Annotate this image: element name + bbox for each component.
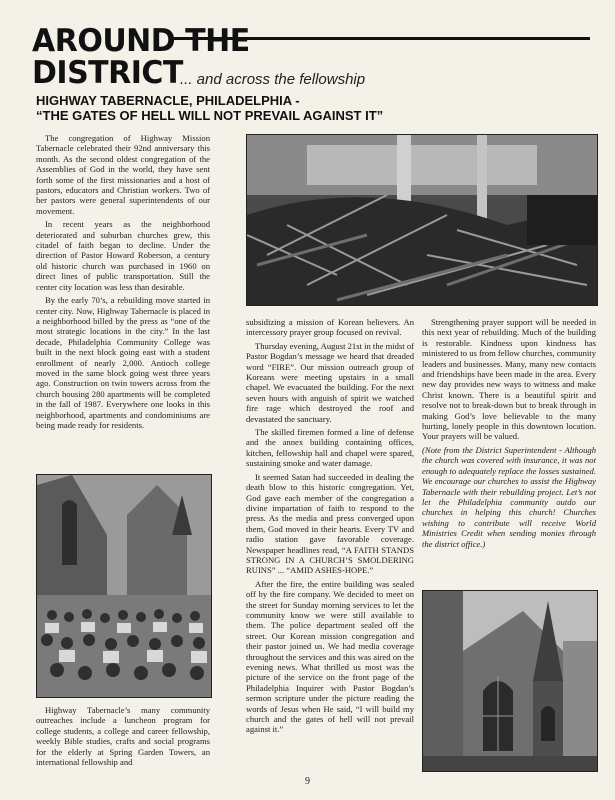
col2-paragraph-2: Thursday evening, August 21st in the midst of Pastor Bogdan’s message we heard that dreaded word “FIRE”. Our mission outreach group of Koreans were meeting upstairs in a small chapel. We evacuated the building. For the next seven hours with anguish of spirit we watched fire rage which destroyed the roof and devastated the sanctuary. [246, 340, 414, 424]
article-column-2 [246, 317, 414, 738]
col1-paragraph-3: By the early 70’s, a rebuilding move started in center city. Now, Highway Tabernacle is placed in a neighborhood billed by the press as “one of the most strategic locations in the city.” In the last decade, Philadelphia Community College was built in the next block going east with a student enrollment of nearly 2,000. Antioch college moved in the same block going west three years ago. Construction on twin towers across from the church housing 280 apartments will be completed in the fall of 1987. Everywhere one looks in this neighborhood, apartments and condominiums are being made ready for residents. [36, 295, 210, 430]
col1-paragraph-2: In recent years as the neighborhood deteriorated and suburban churches grew, this citadel of faith began to decline. Under the direction of Pastor Howard Roberson, a century old historic church was purchased in 1960 on direct lines of public transportation. Still the center city location was less than desirable. [36, 219, 210, 292]
col2-paragraph-3: The skilled firemen formed a line of defense and the annex building containing offices, kitchen, fellowship hall and chapel were spared, sustaining smoke and water damage. [246, 427, 414, 469]
article-column-1 [36, 133, 210, 433]
col2-paragraph-5: After the fire, the entire building was sealed off by the fire company. We decided to meet on the street for Sunday morning services to let the community know we were still available to them. The police department sealed off the street. Our Korean mission congregation and their pastor joined us. We had media coverage throughout the services and this was aired on the evening news. What thrilled us most was the picture of the service on the front page of the Philadelphia Inquirer with Pastor Bogdan’s sermon scripture under the picture reading the words of Jesus when He said, “I will build my church and the gates of hell will not prevail against it.” [246, 578, 414, 735]
fire-damage-photo [246, 134, 598, 306]
page-number: 9 [305, 776, 310, 787]
masthead-title-line2: DISTRICT [32, 54, 183, 92]
caption-text: Highway Tabernacle’s many community outreaches include a luncheon program for college students, a college and career fellowship, weekly Bible studies, crafts and social programs for the elderly at Spring Garden Towers, an international fellowship and [36, 705, 210, 768]
col1-paragraph-1: The congregation of Highway Mission Tabernacle celebrated their 92nd anniversary this month. As the second oldest congregation of the Assemblies of God in the world, they have sent forth some of the first missionaries and a host of pastors, educators and Christian workers. Two of her pastors were general superintendents of our movement. [36, 133, 210, 216]
col2-paragraph-4: It seemed Satan had succeeded in dealing the death blow to this historic congregation. Yet, God gave each member of the congregation a divine impartation of faith to respond to the press. As the media and press converged upon them, God moved in their hearts. Every TV and radio station gave favorable coverage. Newspaper headlines read, “A FAITH STANDS STRONG IN A CHURCH’S SMOLDERING RUINS” ... “AMID ASHES-HOPE.” [246, 471, 414, 576]
article-headline [36, 93, 596, 123]
headline-line1: HIGHWAY TABERNACLE, PHILADELPHIA - [36, 93, 300, 108]
superintendent-note: (Note from the District Superintendent - Although the church was covered with insurance, it was not enough to adequately replace the losses sustained. We encourage our churches to assist the Highway Tabernacle with their rebuilding project. Let’s not let the Philadelphia community outdo our churches in helping this church! Churches wishing to contribute will receive World Ministries Credit when sending monies through the district office.) [422, 444, 596, 549]
masthead-title-line1: AROUND THE [32, 22, 250, 60]
headline-line2: “THE GATES OF HELL WILL NOT PREVAIL AGAINST IT” [36, 108, 384, 123]
col3-paragraph-1: Strengthening prayer support will be needed in this next year of rebuilding. Much of the building is restorable. Kindness upon kindness has ministered to us from fellow churches, community leaders and businesses. Many, many new contacts and friendships have been made in the area. Every new day provides new ways to witness and make Christ known. There is a beautiful spirit and resolve not to break-down but to break through in making God’s love believable to the many hurting, lonely people in this downtown location. Your prayers will be valued. [422, 317, 596, 442]
masthead-subtitle: ... and across the fellowship [180, 71, 366, 88]
service-photo-caption [36, 705, 210, 770]
street-service-photo [36, 474, 212, 698]
col2-paragraph-1: subsidizing a mission of Korean believers. An intercessory prayer group focused on revival. [246, 317, 414, 338]
church-exterior-photo [422, 590, 598, 772]
article-column-3 [422, 317, 596, 552]
